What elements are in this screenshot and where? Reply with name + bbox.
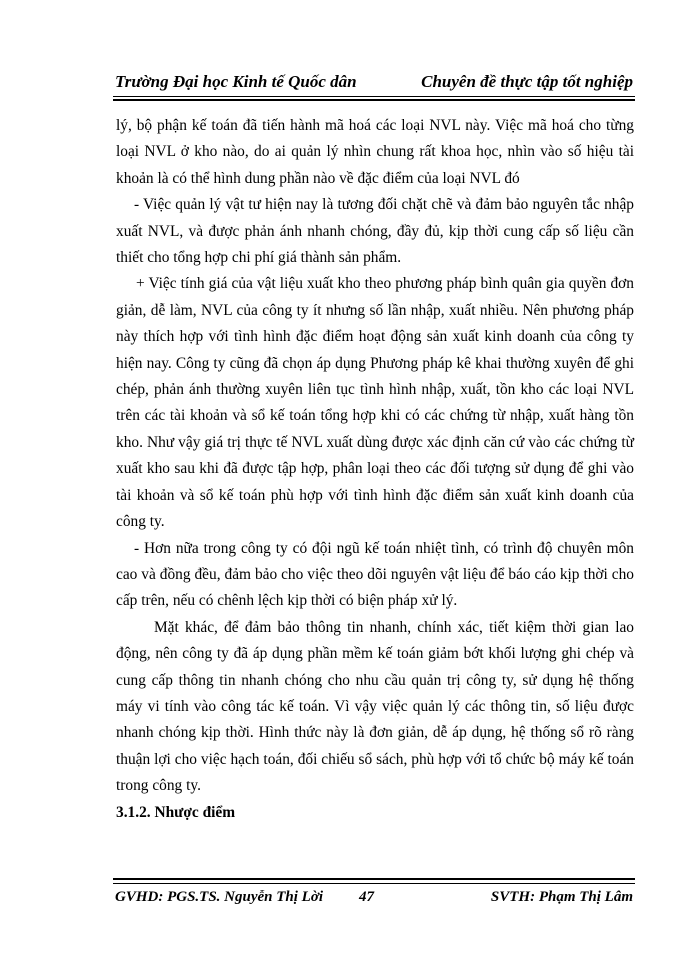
paragraph-continuation: lý, bộ phận kế toán đã tiến hành mã hoá các loại NVL này. Việc mã hoá cho từng loại NVL ở kho nào, do ai quản lý nhìn chung rất khoa học, nhìn vào số hiệu tài khoản là có thể hình dung phần nào về đặc điểm của loại NVL đó [116, 117, 634, 187]
paragraph-pricing-method: + Việc tính giá của vật liệu xuất kho theo phương pháp bình quân gia quyền đơn giản, dễ làm, NVL của công ty ít nhưng số lần nhập, xuất nhiều. Nên phương pháp này thích hợp với tình hình đặc điểm hoạt động sản xuất kinh doanh của công ty hiện nay. Công ty cũng đã chọn áp dụng Phương pháp kê khai thường xuyên để ghi chép, phản ánh thường xuyên liên tục tình hình nhập, xuất, tồn kho các loại NVL trên các tài khoản và sổ kế toán tổng hợp khi có các chứng từ nhập, xuất hàng tồn kho. Như vậy giá trị thực tế NVL xuất dùng được xác định căn cứ vào các chứng từ xuất kho sau khi đã được tập hợp, phân loại theo các đối tượng sử dụng để ghi vào tài khoản và sổ kế toán phù hợp với tình hình đặc điểm sản xuất kinh doanh của công ty. [116, 275, 634, 531]
page-body [116, 113, 634, 826]
header-university: Trường Đại học Kinh tế Quốc dân [115, 72, 357, 91]
footer-student: SVTH: Phạm Thị Lâm [490, 889, 633, 905]
paragraph-accounting-software: Mặt khác, để đảm bảo thông tin nhanh, chính xác, tiết kiệm thời gian lao động, nên công ty đã áp dụng phần mềm kế toán giảm bớt khối lượng ghi chép và cung cấp thông tin nhanh chóng cho nhu cầu quản trị công ty, sử dụng hệ thống máy vi tính vào công tác kế toán. Vì vậy việc quản lý các thông tin, số liệu được nhanh chóng kịp thời. Hình thức này là đơn giản, dễ áp dụng, hệ thống sổ rõ ràng thuận lợi cho việc hạch toán, đối chiếu sổ sách, phù hợp với tổ chức bộ máy kế toán trong công ty. [116, 618, 634, 795]
page-number: 47 [359, 889, 374, 905]
paragraph-accounting-staff: - Hơn nữa trong công ty có đội ngũ kế toán nhiệt tình, có trình độ chuyên môn cao và đồng đều, đảm bảo cho việc theo dõi nguyên vật liệu để báo cáo kịp thời cho cấp trên, nếu có chênh lệch kịp thời có biện pháp xử lý. [116, 539, 634, 610]
page-header [113, 70, 635, 94]
section-heading: 3.1.2. Nhược điểm [116, 803, 236, 821]
header-rule-thin [113, 96, 635, 97]
page-footer [113, 887, 635, 911]
paragraph-material-management: - Việc quản lý vật tư hiện nay là tương đối chặt chẽ và đảm bảo nguyên tắc nhập xuất NVL, và được phản ánh nhanh chóng, đầy đủ, kịp thời cung cấp số liệu cần thiết cho tổng hợp chi phí giá thành sản phẩm. [116, 196, 634, 267]
header-document-type: Chuyên đề thực tập tốt nghiệp [421, 72, 633, 91]
header-rule-thick [113, 99, 635, 101]
footer-rule-thin [113, 883, 635, 884]
footer-rule-thick [113, 878, 635, 880]
footer-supervisor: GVHD: PGS.TS. Nguyễn Thị Lời [115, 889, 324, 905]
